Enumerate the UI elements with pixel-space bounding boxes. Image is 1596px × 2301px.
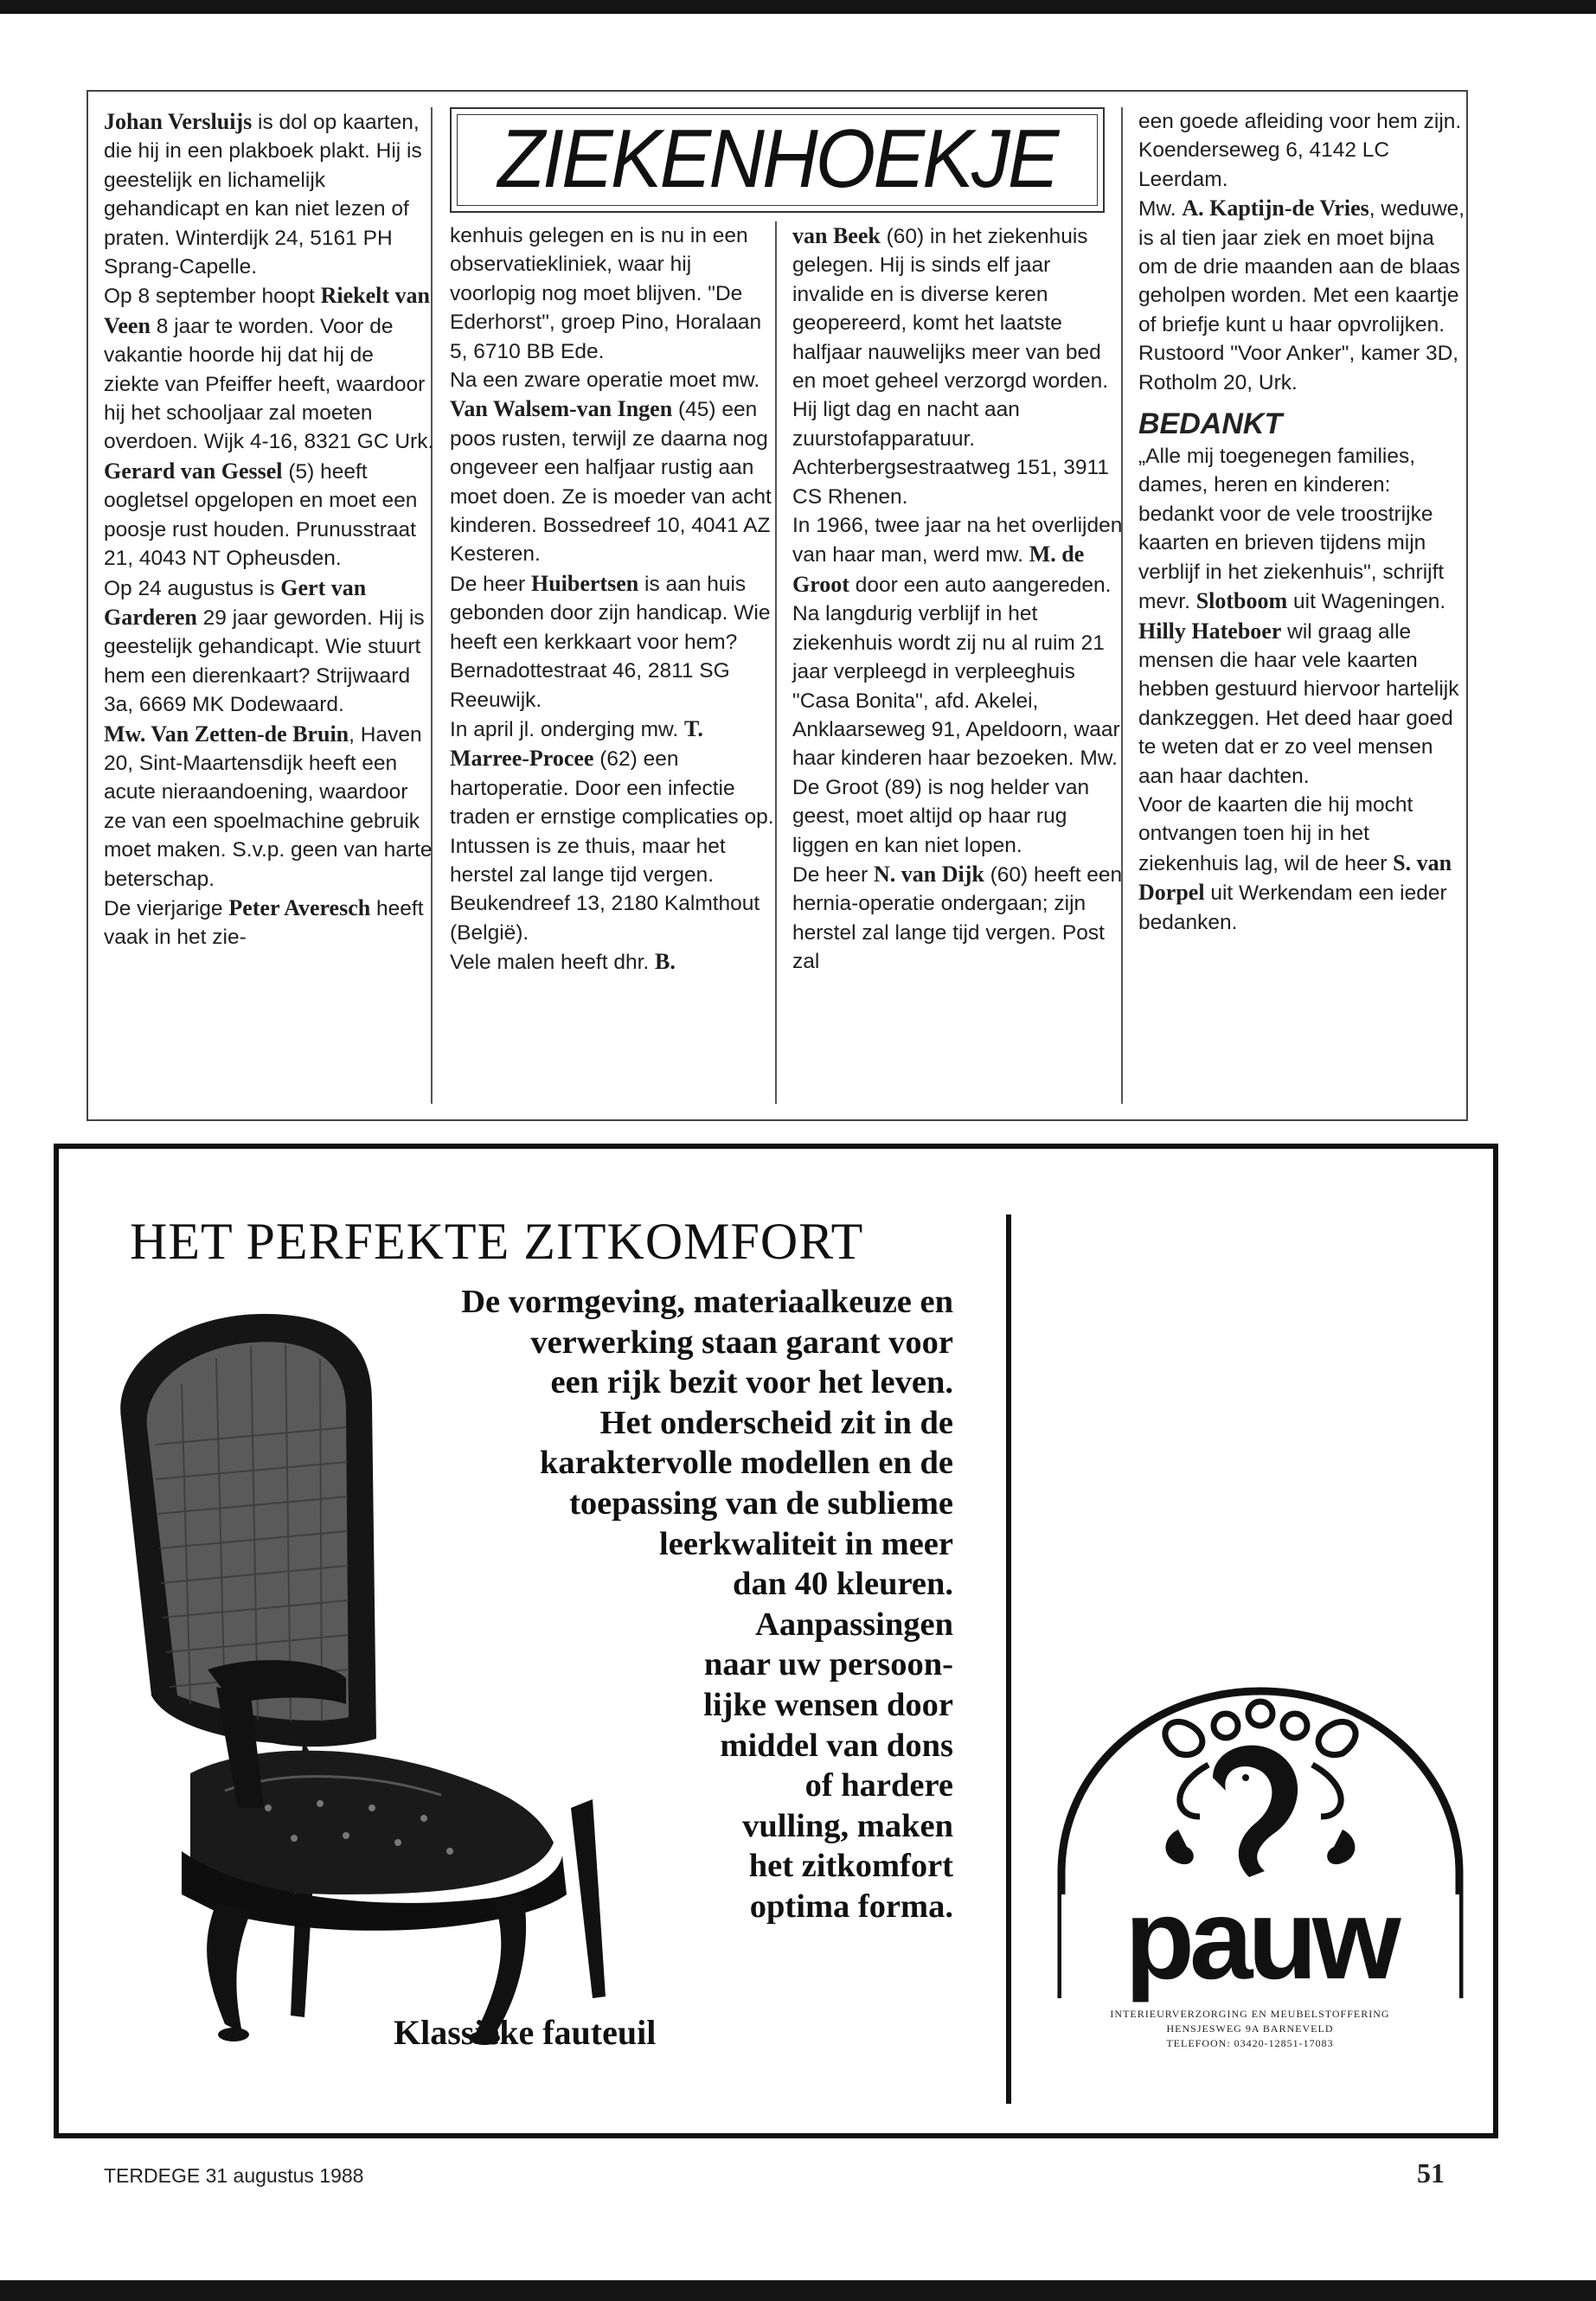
paragraph-text: „Alle mij toegenegen families, dames, heren en kinderen: bedankt voor de vele troostrijke kaarten en brieven tijdens mijn verblijf in het ziekenhuis", schrijft mevr.: [1138, 445, 1445, 614]
ad-body-line: toepassing van de sublieme: [569, 1484, 953, 1522]
paragraph-text: Vele malen heeft dhr.: [450, 951, 655, 975]
person-name: Johan Versluijs: [104, 109, 253, 134]
ad-body-line: of hardere: [804, 1767, 953, 1804]
ad-divider: [1006, 1215, 1011, 2104]
paragraph-text: Op 24 augustus is: [104, 576, 281, 600]
article-paragraph: [450, 366, 780, 569]
person-name: M. de Groot: [792, 542, 1085, 597]
article-column-4: [1138, 107, 1469, 937]
ad-body-line: een rijk bezit voor het leven.: [550, 1364, 953, 1401]
person-name: S. van Dorpel: [1138, 849, 1452, 906]
person-name: van Beek: [792, 223, 881, 248]
logo-line-2: HENSJESWEG 9A BARNEVELD: [1166, 2022, 1334, 2035]
footer-publication: TERDEGE 31 augustus 1988: [104, 2164, 364, 2187]
article-paragraph: [104, 720, 434, 894]
ad-body-line: vulling, maken: [742, 1807, 953, 1844]
article-paragraph: [104, 574, 434, 720]
paragraph-text: Mw.: [1138, 197, 1183, 221]
article-paragraph: [1138, 107, 1469, 194]
paragraph-text: kenhuis gelegen en is nu in een observatiekliniek, waar hij voorlopig nog moet blijven. "De Ederhorst", groep Pino, Horalaan 5, 6710 BB Ede.: [450, 224, 762, 363]
ad-body-text: [346, 1282, 953, 1927]
article-paragraph: [792, 221, 1123, 511]
article-paragraph: [450, 947, 780, 977]
person-name: Hilly Hateboer: [1138, 618, 1282, 644]
ad-body-line: dan 40 kleuren.: [733, 1566, 953, 1603]
person-name: Van Walsem-van Ingen: [450, 396, 673, 422]
article-paragraph: [104, 894, 434, 952]
ad-body-line: het zitkomfort: [748, 1848, 953, 1885]
paragraph-text: De vierjarige: [104, 896, 229, 920]
paragraph-text: In april jl. onderging mw.: [450, 717, 684, 741]
ad-headline: HET PERFEKTE ZITKOMFORT: [130, 1213, 864, 1270]
ad-body-line: naar uw persoon-: [703, 1646, 953, 1683]
paragraph-text: een goede afleiding voor hem zijn. Koenderseweg 6, 4142 LC Leerdam.: [1138, 110, 1462, 191]
paragraph-text: is dol op kaarten, die hij in een plakboek plakt. Hij is geestelijk en lichamelijk gehandicapt en kan niet lezen of praten. Winterdijk 24, 5161 PH Sprang-Capelle.: [104, 111, 422, 279]
paragraph-text: uit Wageningen.: [1287, 590, 1446, 614]
masthead: [450, 107, 1105, 213]
logo-line-1: INTERIEURVERZORGING EN MEUBELSTOFFERING: [1110, 2008, 1390, 2020]
person-name: A. Kaptijn-de Vries: [1182, 195, 1369, 221]
ad-body-line: lijke wensen door: [703, 1686, 953, 1723]
paragraph-text: door een auto aangereden. Na langdurig verblijf in het ziekenhuis wordt zij nu al ruim 21 jaar verpleegd in verpleeghuis "Casa Bonita", afd. Akelei, Anklaarseweg 91, Apeldoorn, waar haar kinderen haar bezoeken. Mw. De Groot (89) is nog helder van geest, moet altijd op haar rug liggen en kan niet lopen.: [792, 573, 1120, 857]
page-edge-bottom: [0, 2280, 1596, 2301]
page-edge-top: [0, 0, 1596, 14]
person-name: Gert van Garderen: [104, 574, 367, 630]
person-name: B.: [655, 949, 676, 975]
ad-body-line: De vormgeving, materiaalkeuze en: [461, 1284, 953, 1320]
article-paragraph: [104, 457, 434, 574]
paragraph-text: (62) een hartoperatie. Door een infectie traden er ernstige complicaties op. Intussen is ze thuis, maar het herstel zal lange tijd vergen. Beukendreef 13, 2180 Kalmthout (België).: [450, 747, 774, 945]
paragraph-text: Voor de kaarten die hij mocht ontvangen toen hij in het ziekenhuis lag, wil de heer: [1138, 792, 1413, 875]
person-name: Riekelt van Veen: [104, 283, 430, 338]
ad-body-line: karaktervolle modellen en de: [540, 1445, 953, 1482]
paragraph-text: heeft vaak in het zie-: [104, 896, 424, 950]
article-column-1: [104, 107, 434, 952]
article-column-2: [450, 221, 780, 977]
footer-page-number: 51: [1417, 2157, 1445, 2189]
paragraph-text: (60) heeft een hernia-operatie ondergaan; zijn herstel zal lange tijd vergen. Post zal: [792, 862, 1123, 974]
paragraph-text: De heer: [792, 862, 874, 887]
paragraph-text: wil graag alle mensen die haar vele kaarten hebben gestuurd hiervoor hartelijk dankzeggen. Het deed haar goed te weten dat er zo veel mensen aan haar dachten.: [1138, 619, 1459, 788]
paragraph-text: , Haven 20, Sint-Maartensdijk heeft een acute nieraandoening, waardoor ze van een spoelmachine gebruik moet maken. S.v.p. geen van harte beterschap.: [104, 722, 433, 891]
ad-caption: Klassieke fauteuil: [394, 2013, 657, 2052]
paragraph-text: (45) een poos rusten, terwijl ze daarna nog ongeveer een halfjaar rustig aan moet doen. Ze is moeder van acht kinderen. Bossedreef 10, 4041 AZ Kesteren.: [450, 398, 772, 567]
ad-body-line: leerkwaliteit in meer: [659, 1525, 953, 1562]
section-subheading: BEDANKT: [1138, 407, 1283, 441]
person-name: Gerard van Gessel: [104, 458, 283, 484]
article-paragraph: [450, 715, 780, 947]
article-paragraph: [450, 221, 780, 366]
paragraph-text: De heer: [450, 572, 531, 596]
person-name: Huibertsen: [530, 570, 639, 596]
logo-address-lines: [1047, 2007, 1453, 2051]
masthead-title: ZIEKENHOEKJE: [497, 112, 1057, 205]
paragraph-text: , weduwe, is al tien jaar ziek en moet bijna om de drie maanden aan de blaas geholpen worden. Met een kaartje of briefje kunt u haar opvrolijken. Rustoord "Voor Anker", kamer 3D, Rotholm 20, Urk.: [1138, 197, 1465, 394]
ad-body-line: Het onderscheid zit in de: [599, 1404, 953, 1441]
person-name: Peter Averesch: [228, 894, 371, 920]
article-paragraph: [1138, 617, 1469, 791]
paragraph-text: (60) in het ziekenhuis gelegen. Hij is sinds elf jaar invalide en is diverse keren geopereerd, komt het laatste halfjaar nauwelijks meer van bed en moet geheel verzorgd worden. Hij ligt dag en nacht aan zuurstofapparatuur. Achterbergsestraatweg 151, 3911 CS Rhenen.: [792, 225, 1109, 509]
paragraph-text: is aan huis gebonden door zijn handicap. Wie heeft een kerkkaart voor hem? Bernadottestraat 46, 2811 SG Reeuwijk.: [450, 572, 771, 712]
paragraph-text: 29 jaar geworden. Hij is geestelijk gehandicapt. Wie stuurt hem een dierenkaart? Strijwaard 3a, 6669 MK Dodewaard.: [104, 606, 425, 717]
paragraph-text: In 1966, twee jaar na het overlijden van haar man, werd mw.: [792, 514, 1123, 567]
paragraph-text: (5) heeft oogletsel opgelopen en moet een poosje rust houden. Prunusstraat 21, 4043 NT Opheusden.: [104, 459, 418, 571]
paragraph-text: Na een zware operatie moet mw.: [450, 369, 760, 393]
article-paragraph: [104, 281, 434, 456]
pauw-logo: [1048, 1674, 1472, 2007]
paragraph-text: Op 8 september hoopt: [104, 285, 321, 309]
ad-body-line: optima forma.: [749, 1888, 953, 1925]
paragraph-text: uit Werkendam een ieder bedanken.: [1138, 881, 1447, 934]
person-name: N. van Dijk: [873, 861, 984, 887]
person-name: T. Marree-Procee: [450, 715, 703, 772]
article-paragraph: [792, 511, 1123, 860]
logo-line-3: TELEFOON: 03420-12851-17083: [1166, 2037, 1334, 2049]
paragraph-text: 8 jaar te worden. Voor de vakantie hoorde hij dat hij de ziekte van Pfeiffer heeft, waardoor hij het schooljaar zal moeten overdoen. Wijk 4-16, 8321 GC Urk.: [104, 314, 434, 454]
person-name: Mw. Van Zetten-de Bruin: [104, 721, 349, 747]
article-column-3: [792, 221, 1123, 977]
article-paragraph: [792, 860, 1123, 977]
article-paragraph: [450, 569, 780, 715]
ad-body-line: verwerking staan garant voor: [530, 1324, 953, 1361]
logo-word: pauw: [1125, 1875, 1396, 2003]
article-paragraph: [1138, 791, 1469, 937]
ad-body-line: middel van dons: [720, 1727, 953, 1764]
article-paragraph: [1138, 194, 1469, 397]
person-name: Slotboom: [1195, 588, 1288, 614]
article-paragraph: [1138, 442, 1469, 616]
article-paragraph: [104, 107, 434, 281]
ad-body-line: Aanpassingen: [755, 1606, 953, 1643]
